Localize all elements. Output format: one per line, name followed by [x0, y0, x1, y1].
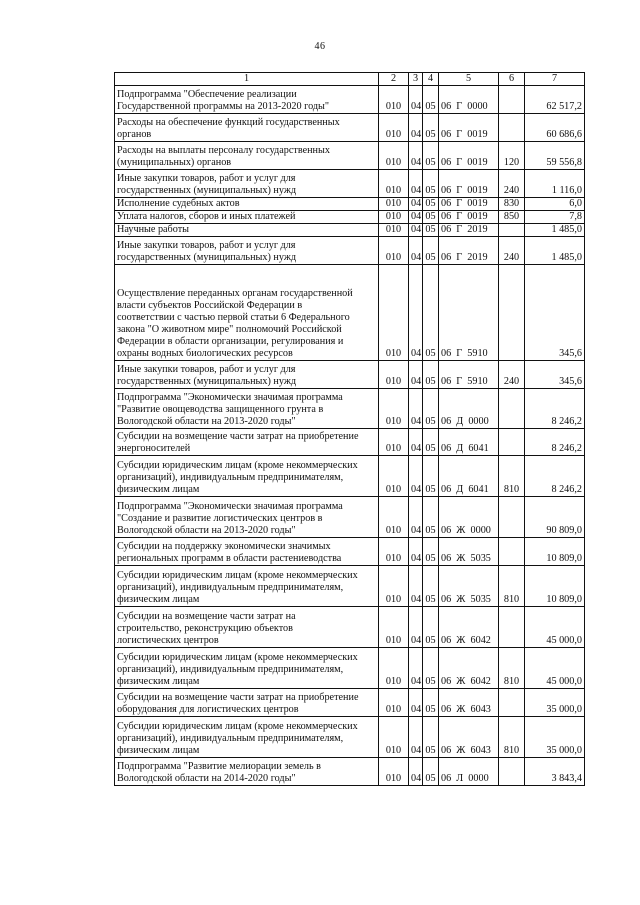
expense-type-cell: 810: [499, 456, 525, 497]
subsection-cell: 05: [423, 538, 439, 566]
target-article-cell: 06 Л 0000: [439, 758, 499, 786]
target-article-cell: 06 Г 2019: [439, 237, 499, 265]
header-cell: 6: [499, 73, 525, 86]
admin-code-cell: 010: [379, 114, 409, 142]
admin-code-cell: 010: [379, 211, 409, 224]
target-article-cell: 06 Ж 0000: [439, 497, 499, 538]
row-name-text: Субсидии на возмещение части затрат на приобретение энергоносителей: [117, 431, 359, 454]
admin-code-cell: 010: [379, 689, 409, 717]
expense-type-cell: 120: [499, 142, 525, 170]
section-cell: 04: [409, 648, 423, 689]
admin-code-cell: 010: [379, 429, 409, 456]
amount-cell: 8 246,2: [525, 389, 585, 429]
expense-type-cell: 810: [499, 717, 525, 758]
target-article-cell: 06 Ж 6042: [439, 648, 499, 689]
subsection-cell: 05: [423, 456, 439, 497]
table-row: [115, 566, 585, 607]
target-article-cell: 06 Г 0019: [439, 198, 499, 211]
amount-cell: 8 246,2: [525, 429, 585, 456]
subsection-cell: 05: [423, 142, 439, 170]
table-row: [115, 265, 585, 361]
section-cell: 04: [409, 456, 423, 497]
subsection-cell: 05: [423, 224, 439, 237]
admin-code-cell: 010: [379, 497, 409, 538]
section-cell: 04: [409, 538, 423, 566]
expense-type-cell: [499, 538, 525, 566]
subsection-cell: 05: [423, 717, 439, 758]
section-cell: 04: [409, 86, 423, 114]
table-row: [115, 648, 585, 689]
row-name-cell: [115, 142, 379, 170]
target-article-cell: 06 Ж 6043: [439, 689, 499, 717]
row-name-cell: [115, 211, 379, 224]
expense-type-cell: 810: [499, 648, 525, 689]
row-name-cell: [115, 198, 379, 211]
target-article-cell: 06 Г 0000: [439, 86, 499, 114]
subsection-cell: 05: [423, 758, 439, 786]
admin-code-cell: 010: [379, 361, 409, 389]
table-row: [115, 198, 585, 211]
subsection-cell: 05: [423, 566, 439, 607]
expense-type-cell: 240: [499, 237, 525, 265]
admin-code-cell: 010: [379, 758, 409, 786]
target-article-cell: 06 Ж 5035: [439, 538, 499, 566]
amount-cell: 1 485,0: [525, 224, 585, 237]
admin-code-cell: 010: [379, 142, 409, 170]
amount-cell: 62 517,2: [525, 86, 585, 114]
target-article-cell: 06 Ж 6042: [439, 607, 499, 648]
subsection-cell: 05: [423, 429, 439, 456]
target-article-cell: 06 Г 5910: [439, 265, 499, 361]
row-name-cell: [115, 237, 379, 265]
table-row: [115, 758, 585, 786]
subsection-cell: 05: [423, 648, 439, 689]
section-cell: 04: [409, 607, 423, 648]
row-name-cell: [115, 114, 379, 142]
amount-cell: 8 246,2: [525, 456, 585, 497]
admin-code-cell: 010: [379, 717, 409, 758]
subsection-cell: 05: [423, 86, 439, 114]
row-name-text: Подпрограмма "Обеспечение реализации Государственной программы на 2013-2020 годы": [117, 89, 330, 112]
amount-cell: 345,6: [525, 265, 585, 361]
admin-code-cell: 010: [379, 265, 409, 361]
expense-type-cell: 810: [499, 566, 525, 607]
row-name-text: Субсидии на возмещение части затрат на приобретение оборудования для логистических центров: [117, 692, 359, 715]
admin-code-cell: 010: [379, 566, 409, 607]
amount-cell: 10 809,0: [525, 538, 585, 566]
table-row: [115, 170, 585, 198]
subsection-cell: 05: [423, 265, 439, 361]
expense-type-cell: 850: [499, 211, 525, 224]
subsection-cell: 05: [423, 237, 439, 265]
table-row: [115, 389, 585, 429]
target-article-cell: 06 Г 2019: [439, 224, 499, 237]
subsection-cell: 05: [423, 389, 439, 429]
row-name-cell: [115, 429, 379, 456]
target-article-cell: 06 Г 0019: [439, 170, 499, 198]
table-header-row: [115, 73, 585, 86]
section-cell: 04: [409, 170, 423, 198]
subsection-cell: 05: [423, 114, 439, 142]
subsection-cell: 05: [423, 607, 439, 648]
section-cell: 04: [409, 265, 423, 361]
admin-code-cell: 010: [379, 389, 409, 429]
header-cell: 5: [439, 73, 499, 86]
table-row: [115, 142, 585, 170]
header-cell: 1: [115, 73, 379, 86]
row-name-text: Уплата налогов, сборов и иных платежей: [117, 211, 296, 222]
subsection-cell: 05: [423, 170, 439, 198]
amount-cell: 1 116,0: [525, 170, 585, 198]
row-name-text: Расходы на выплаты персоналу государственных (муниципальных) органов: [117, 145, 330, 168]
section-cell: 04: [409, 361, 423, 389]
row-name-text: Субсидии юридическим лицам (кроме некоммерческих организаций), индивидуальным предпринимателям, физическим лицам: [117, 460, 358, 495]
amount-cell: 10 809,0: [525, 566, 585, 607]
admin-code-cell: 010: [379, 538, 409, 566]
row-name-cell: [115, 389, 379, 429]
admin-code-cell: 010: [379, 224, 409, 237]
amount-cell: 59 556,8: [525, 142, 585, 170]
section-cell: 04: [409, 566, 423, 607]
table-row: [115, 237, 585, 265]
row-name-cell: [115, 456, 379, 497]
admin-code-cell: 010: [379, 237, 409, 265]
table-row: [115, 114, 585, 142]
target-article-cell: 06 Д 6041: [439, 456, 499, 497]
budget-table: [114, 72, 585, 786]
expense-type-cell: [499, 86, 525, 114]
row-name-text: Подпрограмма "Развитие мелиорации земель в Вологодской области на 2014-2020 годы": [117, 761, 321, 784]
section-cell: 04: [409, 758, 423, 786]
row-name-text: Расходы на обеспечение функций государственных органов: [117, 117, 340, 140]
table-row: [115, 497, 585, 538]
admin-code-cell: 010: [379, 198, 409, 211]
amount-cell: 35 000,0: [525, 717, 585, 758]
subsection-cell: 05: [423, 198, 439, 211]
table-row: [115, 607, 585, 648]
row-name-text: Научные работы: [117, 224, 189, 235]
section-cell: 04: [409, 211, 423, 224]
row-name-cell: [115, 758, 379, 786]
row-name-cell: [115, 265, 379, 361]
row-name-cell: [115, 361, 379, 389]
admin-code-cell: 010: [379, 170, 409, 198]
amount-cell: 6,0: [525, 198, 585, 211]
row-name-text: Подпрограмма "Экономически значимая программа "Создание и развитие логистических центров в Вологодской области на 2013-2020 годы": [117, 501, 343, 536]
section-cell: 04: [409, 429, 423, 456]
row-name-text: Подпрограмма "Экономически значимая программа "Развитие овощеводства защищенного грунта в Вологодской области на 2013-2020 годы": [117, 392, 343, 427]
expense-type-cell: 240: [499, 170, 525, 198]
row-name-cell: [115, 538, 379, 566]
expense-type-cell: [499, 758, 525, 786]
amount-cell: 345,6: [525, 361, 585, 389]
row-name-cell: [115, 648, 379, 689]
subsection-cell: 05: [423, 211, 439, 224]
header-cell: 4: [423, 73, 439, 86]
target-article-cell: 06 Г 0019: [439, 114, 499, 142]
row-name-text: Осуществление переданных органам государственной власти субъектов Российской Федерации в соответствии с частью первой статьи 6 Федерального закона "О животном мире" полномочий Российской Федерации в области организации, регулирования и охраны водных биологических ресурсов: [117, 288, 353, 359]
target-article-cell: 06 Г 0019: [439, 142, 499, 170]
row-name-text: Исполнение судебных актов: [117, 198, 240, 209]
expense-type-cell: [499, 689, 525, 717]
amount-cell: 35 000,0: [525, 689, 585, 717]
section-cell: 04: [409, 389, 423, 429]
row-name-cell: [115, 86, 379, 114]
row-name-text: Субсидии юридическим лицам (кроме некоммерческих организаций), индивидуальным предпринимателям, физическим лицам: [117, 721, 358, 756]
expense-type-cell: [499, 265, 525, 361]
amount-cell: 7,8: [525, 211, 585, 224]
admin-code-cell: 010: [379, 607, 409, 648]
expense-type-cell: 240: [499, 361, 525, 389]
row-name-text: Субсидии юридическим лицам (кроме некоммерческих организаций), индивидуальным предпринимателям, физическим лицам: [117, 652, 358, 687]
expense-type-cell: [499, 114, 525, 142]
expense-type-cell: [499, 429, 525, 456]
table-row: [115, 538, 585, 566]
subsection-cell: 05: [423, 689, 439, 717]
row-name-cell: [115, 224, 379, 237]
header-cell: 2: [379, 73, 409, 86]
row-name-text: Субсидии на возмещение части затрат на строительство, реконструкцию объектов логистических центров: [117, 611, 296, 646]
amount-cell: 1 485,0: [525, 237, 585, 265]
amount-cell: 90 809,0: [525, 497, 585, 538]
row-name-text: Субсидии на поддержку экономически значимых региональных программ в области растениеводства: [117, 541, 342, 564]
section-cell: 04: [409, 497, 423, 538]
header-cell: 3: [409, 73, 423, 86]
expense-type-cell: [499, 389, 525, 429]
expense-type-cell: 830: [499, 198, 525, 211]
target-article-cell: 06 Г 0019: [439, 211, 499, 224]
page-number: 46: [314, 41, 326, 52]
header-cell: 7: [525, 73, 585, 86]
section-cell: 04: [409, 224, 423, 237]
subsection-cell: 05: [423, 497, 439, 538]
section-cell: 04: [409, 689, 423, 717]
row-name-text: Иные закупки товаров, работ и услуг для государственных (муниципальных) нужд: [117, 364, 297, 387]
table-row: [115, 361, 585, 389]
target-article-cell: 06 Ж 5035: [439, 566, 499, 607]
expense-type-cell: [499, 224, 525, 237]
expense-type-cell: [499, 497, 525, 538]
table-row: [115, 211, 585, 224]
row-name-cell: [115, 689, 379, 717]
subsection-cell: 05: [423, 361, 439, 389]
expense-type-cell: [499, 607, 525, 648]
amount-cell: 60 686,6: [525, 114, 585, 142]
row-name-cell: [115, 170, 379, 198]
section-cell: 04: [409, 237, 423, 265]
row-name-text: Иные закупки товаров, работ и услуг для государственных (муниципальных) нужд: [117, 240, 297, 263]
section-cell: 04: [409, 142, 423, 170]
row-name-cell: [115, 607, 379, 648]
target-article-cell: 06 Г 5910: [439, 361, 499, 389]
section-cell: 04: [409, 198, 423, 211]
table-row: [115, 689, 585, 717]
admin-code-cell: 010: [379, 456, 409, 497]
admin-code-cell: 010: [379, 86, 409, 114]
amount-cell: 45 000,0: [525, 607, 585, 648]
row-name-text: Иные закупки товаров, работ и услуг для государственных (муниципальных) нужд: [117, 173, 297, 196]
target-article-cell: 06 Ж 6043: [439, 717, 499, 758]
table-row: [115, 456, 585, 497]
row-name-cell: [115, 497, 379, 538]
table-row: [115, 717, 585, 758]
table-row: [115, 86, 585, 114]
row-name-cell: [115, 566, 379, 607]
amount-cell: 45 000,0: [525, 648, 585, 689]
section-cell: 04: [409, 717, 423, 758]
amount-cell: 3 843,4: [525, 758, 585, 786]
table-body: [115, 86, 585, 786]
row-name-cell: [115, 717, 379, 758]
admin-code-cell: 010: [379, 648, 409, 689]
row-name-text: Субсидии юридическим лицам (кроме некоммерческих организаций), индивидуальным предпринимателям, физическим лицам: [117, 570, 358, 605]
table-row: [115, 224, 585, 237]
target-article-cell: 06 Д 0000: [439, 389, 499, 429]
target-article-cell: 06 Д 6041: [439, 429, 499, 456]
section-cell: 04: [409, 114, 423, 142]
table-row: [115, 429, 585, 456]
